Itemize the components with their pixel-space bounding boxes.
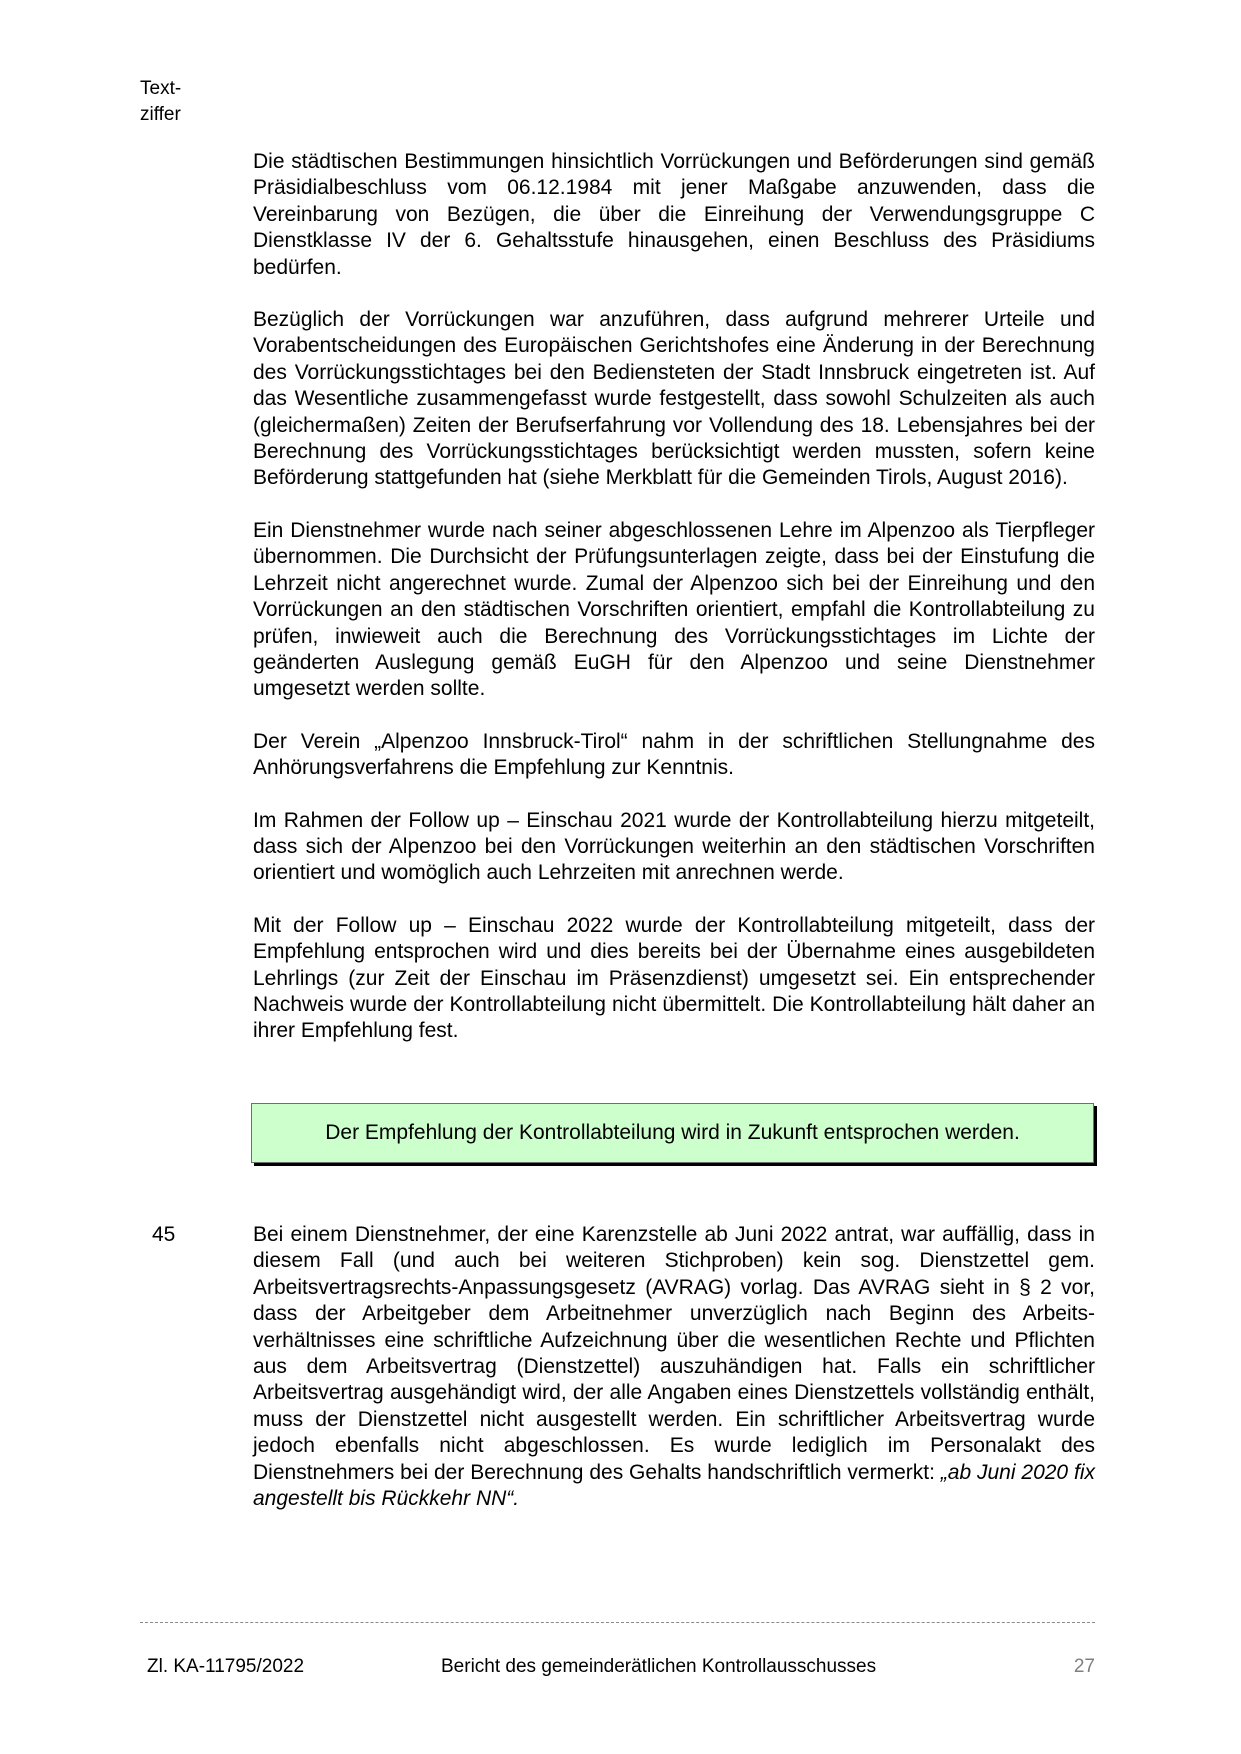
footer-report-title: Bericht des gemeinderätlichen Kontrollausschusses: [441, 1656, 877, 1677]
main-content: [253, 149, 1095, 1071]
footer-divider: [140, 1622, 1095, 1623]
paragraph-2: Bezüglich der Vorrückungen war anzuführen, dass aufgrund mehrerer Urteile und Vorabentscheidungen des Europäischen Gerichtshofes eine Änderung in der Berechnung des Vorrückungsstichtages bei den Bediensteten der Stadt Innsbruck eingetreten ist. Auf das Wesentliche zusammengefasst wurde festgestellt, dass sowohl Schulzeiten als auch (gleichermaßen) Zeiten der Berufserfahrung vor Vollendung des 18. Lebensjahres bei der Berechnung des Vorrückungsstichtages berücksichtigt werden mussten, sofern keine Beförderung stattgefunden hat (siehe Merkblatt für die Gemeinden Tirols, August 2016).: [253, 308, 1095, 490]
footer-reference: Zl. KA-11795/2022: [147, 1656, 305, 1677]
margin-label-textziffer: Text- ziffer: [140, 78, 182, 125]
statement-response-text: Der Empfehlung der Kontrollabteilung wird in Zukunft entsprochen werden.: [325, 1121, 1020, 1144]
paragraph-1: Die städtischen Bestimmungen hinsichtlich Vorrückungen und Beförderungen sind gemäß Präsidialbeschluss vom 06.12.1984 mit jener Maßgabe anzuwenden, dass die Vereinbarung von Bezügen, die über die Einreihung der Verwendungsgruppe C Dienstklasse IV der 6. Gehaltsstufe hinausgehen, einen Beschluss des Präsidiums bedürfen.: [253, 150, 1095, 279]
item-paragraph: [253, 1222, 1095, 1512]
footer-page-number: 27: [1073, 1656, 1095, 1677]
paragraph-4: Der Verein „Alpenzoo Innsbruck-Tirol“ nahm in der schriftlichen Stellungnahme des Anhörungsverfahrens die Empfehlung zur Kenntnis.: [253, 729, 1095, 780]
item-number: 45: [152, 1223, 176, 1246]
paragraph-5: Im Rahmen der Follow up – Einschau 2021 wurde der Kontrollabteilung hierzu mitgeteilt, dass sich der Alpenzoo bei den Vorrückungen weiterhin an den städtischen Vorschriften orientiert und womöglich auch Lehrzeiten mit anrechnen werde.: [253, 808, 1095, 885]
item-paragraph-text: Bei einem Dienstnehmer, der eine Karenzstelle ab Juni 2022 antrat, war auffällig, dass in diesem Fall (und auch bei weiteren Stichproben) kein sog. Dienstzettel gem. Arbeitsvertragsrechts-Anpassungsgesetz (AVRAG) vorlag. Das AVRAG sieht in § 2 vor, dass der Arbeitgeber dem Arbeitnehmer unverzüglich nach Beginn des Arbeitsverhältnisses eine schriftliche Aufzeichnung über die wesentlichen Rechte und Pflichten aus dem Arbeitsvertrag (Dienstzettel) auszuhändigen hat. Falls ein schriftlicher Arbeitsvertrag ausgehändigt wird, der alle Angaben eines Dienstzettels vollständig enthält, muss der Dienstzettel nicht ausgestellt werden. Ein schriftlicher Arbeitsvertrag wurde jedoch ebenfalls nicht abgeschlossen. Es wurde lediglich im Personalakt des Dienstnehmers bei der Berechnung des Gehalts handschriftlich vermerkt:: [253, 1223, 1095, 1484]
statement-response-box: [251, 1103, 1094, 1163]
paragraph-6: Mit der Follow up – Einschau 2022 wurde der Kontrollabteilung mitgeteilt, dass der Empfehlung entsprochen wird und dies bereits bei der Übernahme eines ausgebildeten Lehrlings (zur Zeit der Einschau im Präsenzdienst) umgesetzt sei. Ein entsprechender Nachweis wurde der Kontrollabteilung nicht übermittelt. Die Kontrollabteilung hält daher an ihrer Empfehlung fest.: [253, 913, 1095, 1043]
paragraph-3: Ein Dienstnehmer wurde nach seiner abgeschlossenen Lehre im Alpenzoo als Tierpfleger übernommen. Die Durchsicht der Prüfungsunterlagen zeigte, dass bei der Einstufung die Lehrzeit nicht angerechnet wurde. Zumal der Alpenzoo sich bei der Einreihung und den Vorrückungen an den städtischen Vorschriften orientiert, empfahl die Kontrollabteilung zu prüfen, inwieweit auch die Berechnung des Vorrückungsstichtages im Lichte der geänderten Auslegung gemäß EuGH für den Alpenzoo und seine Dienstnehmer umgesetzt werden sollte.: [253, 518, 1095, 701]
item-quote: „ab Juni 2020 fix angestellt bis Rückkehr NN“.: [253, 1460, 1095, 1511]
item-45-body: [253, 1222, 1095, 1538]
